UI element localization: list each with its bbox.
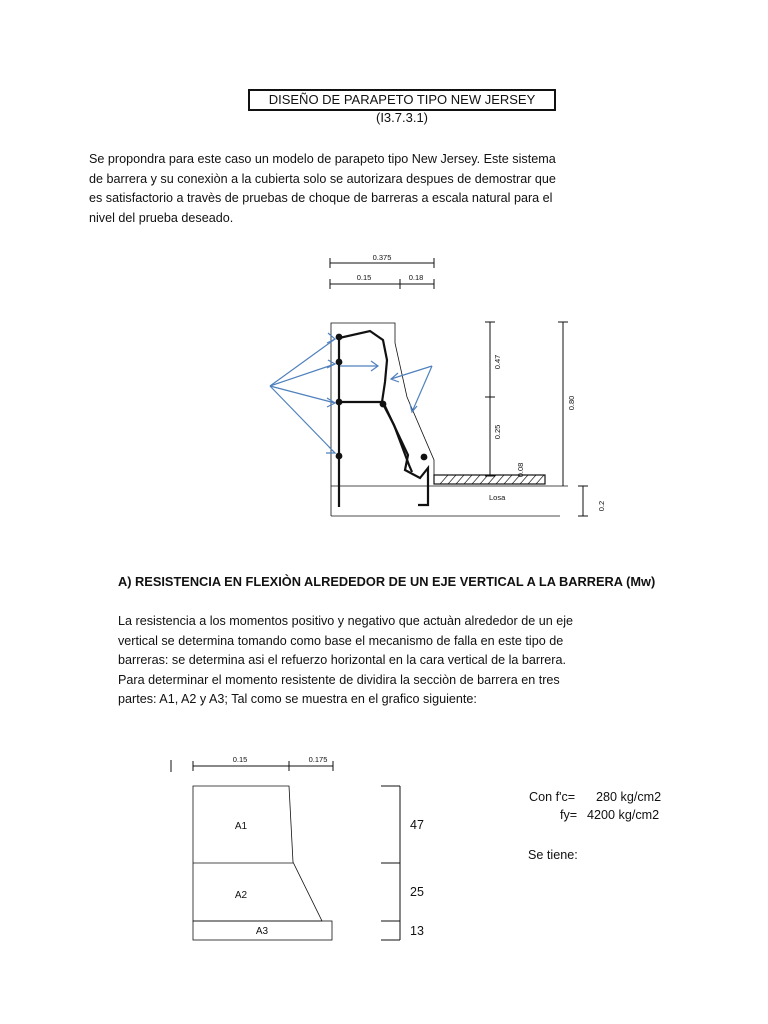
fc-unit: kg/cm2 <box>620 790 662 804</box>
height-a1-label: 47 <box>410 818 424 832</box>
dim-slab-label: 0.2 <box>597 500 606 512</box>
slab-label: Losa <box>489 493 506 502</box>
intro-line: es satisfactorio a travès de pruebas de choque de barreras a escala natural para el <box>89 191 553 206</box>
section-a-line: barreras: se determina asi el refuerzo horizontal en la cara vertical de la barrera. <box>118 653 566 668</box>
height-a3-label: 13 <box>410 924 424 938</box>
fy-label: fy= <box>560 808 578 822</box>
dim-right-label: 0.18 <box>408 273 424 282</box>
section-a-line: partes: A1, A2 y A3; Tal como se muestra en el grafico siguiente: <box>118 692 477 707</box>
section-a-line: La resistencia a los momentos positivo y negativo que actuàn alrededor de un eje <box>118 614 574 628</box>
section-a-line: Para determinar el momento resistente de dividira la secciòn de barrera en tres <box>118 672 560 687</box>
height-a2-label: 25 <box>410 885 424 899</box>
fc-row <box>529 788 575 806</box>
page-title: DISEÑO DE PARAPETO TIPO NEW JERSEY (I3.7.3.1) <box>248 89 556 111</box>
dim-total-label: 0.375 <box>372 253 392 262</box>
intro-line: Se propondra para este caso un modelo de parapeto tipo New Jersey. Este sistema <box>89 152 556 166</box>
fc-value: 280 <box>596 790 618 804</box>
dim-base-label: 0.08 <box>516 462 525 478</box>
dim-lower-label: 0.25 <box>493 424 502 440</box>
fc-value-row <box>596 788 661 806</box>
fc-label: Con f'c= <box>529 790 576 804</box>
fig2-dim-right-label: 0.175 <box>308 755 328 764</box>
fig2-dim-left-label: 0.15 <box>232 755 248 764</box>
area-a2-label: A2 <box>234 890 248 901</box>
section-a-line: vertical se determina tomando como base el mecanismo de falla en este tipo de <box>118 633 564 648</box>
fy-row <box>560 806 577 824</box>
dim-height-label: 0.80 <box>567 395 576 411</box>
fy-value-row <box>587 806 659 824</box>
intro-line: nivel del prueba deseado. <box>89 210 234 225</box>
intro-line: de barrera y su conexiòn a la cubierta solo se autorizara despues de demostrar que <box>89 171 556 186</box>
area-a3-label: A3 <box>255 926 269 937</box>
fy-value: 4200 <box>587 808 616 822</box>
section-a-heading: A) RESISTENCIA EN FLEXIÒN ALREDEDOR DE UN EJE VERTICAL A LA BARRERA (Mw) <box>118 574 656 589</box>
dim-upper-label: 0.47 <box>493 354 502 370</box>
fy-unit: kg/cm2 <box>618 808 660 822</box>
area-a1-label: A1 <box>234 821 248 832</box>
dim-left-label: 0.15 <box>356 273 372 282</box>
se-tiene-label: Se tiene: <box>528 848 578 862</box>
areas-outline <box>193 786 322 921</box>
